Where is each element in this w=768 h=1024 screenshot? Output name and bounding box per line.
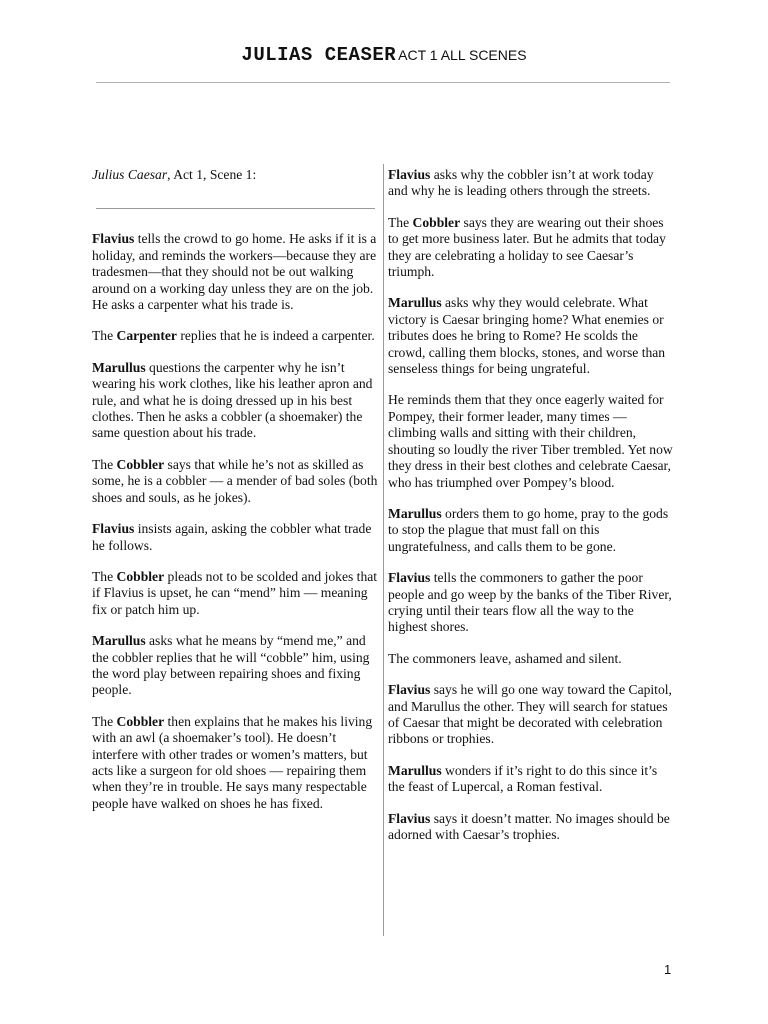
- left-column: [92, 167, 380, 827]
- paragraph-text: orders them to go home, pray to the gods to stop the plague that must fall on this ungratefulness, and calls them to be gone.: [388, 505, 669, 554]
- column-divider: [383, 164, 384, 936]
- speaker-name: Flavius: [388, 682, 431, 698]
- paragraph-text: says that while he’s not as skilled as some, he is a cobbler — a mender of bad soles (both shoes and souls, as he jokes).: [92, 456, 378, 505]
- paragraph-text: insists again, asking the cobbler what trade he follows.: [92, 521, 372, 553]
- paragraph-text: asks why the cobbler isn’t at work today and why he is leading others through the streets.: [388, 167, 654, 199]
- paragraph-text: asks what he means by “mend me,” and the cobbler replies that he will “cobble” him, using the word play between repairing shoes and fixing people.: [92, 633, 370, 698]
- paragraph-text: The commoners leave, ashamed and silent.: [388, 650, 622, 666]
- speaker-name: Marullus: [388, 295, 442, 311]
- scene-heading-play-title: Julius Caesar: [92, 167, 168, 182]
- paragraph-text: tells the crowd to go home. He asks if it is a holiday, and reminds the workers—because they are tradesmen—that they should not be out walking around on a working day unless they are on the job. He asks a carpenter what his trade is.: [92, 231, 377, 313]
- paragraph: [92, 569, 380, 618]
- paragraph: [388, 392, 676, 490]
- paragraph-text: says they are wearing out their shoes to get more business later. But he admits that today they are celebrating a holiday to see Caesar’s triumph.: [388, 214, 666, 280]
- speaker-name: Cobbler: [116, 568, 165, 584]
- paragraph: [92, 633, 380, 699]
- paragraph-text: questions the carpenter why he isn’t wearing his work clothes, like his leather apron and rule, and what he is doing dressed up in his best clothes. Then he asks a cobbler (a shoemaker) the same question about his trade.: [92, 359, 373, 441]
- speaker-name: Flavius: [388, 167, 431, 182]
- paragraph-text: wonders if it’s right to do this since it’s the feast of Lupercal, a Roman festival.: [388, 762, 658, 795]
- speaker-name: Flavius: [92, 231, 135, 247]
- paragraph: [92, 231, 380, 313]
- paragraph: [388, 570, 676, 636]
- speaker-name: Marullus: [388, 505, 442, 521]
- paragraph-lead: The: [388, 214, 413, 230]
- page-header: [0, 44, 768, 66]
- speaker-name: Cobbler: [116, 456, 165, 472]
- paragraph-text: tells the commoners to gather the poor people and go weep by the banks of the Tiber River, crying until their tears flow all the way to the highest shores.: [388, 570, 672, 635]
- speaker-name: Carpenter: [116, 328, 177, 344]
- paragraph: [388, 763, 676, 796]
- paragraph: [388, 167, 676, 200]
- paragraph-text: replies that he is indeed a carpenter.: [176, 328, 375, 344]
- speaker-name: Cobbler: [412, 214, 461, 230]
- speaker-name: Marullus: [388, 762, 442, 778]
- paragraph: [92, 714, 380, 812]
- speaker-name: Flavius: [388, 570, 431, 586]
- paragraph: [92, 328, 380, 344]
- paragraph: [388, 811, 676, 844]
- paragraph-text: asks why they would celebrate. What victory is Caesar bringing home? What enemies or tributes does he bring to Rome? He scolds the crowd, calling them blocks, stones, and worse than senseless things for being ungrateful.: [388, 295, 666, 377]
- right-column: [388, 167, 676, 858]
- document-title: JULIAS CEASER: [241, 44, 397, 66]
- paragraph-lead: The: [92, 328, 117, 344]
- paragraph-text: says he will go one way toward the Capitol, and Marullus the other. They will search for statues of Caesar that might be decorated with celebration ribbons or trophies.: [388, 682, 672, 747]
- left-paragraphs: [92, 231, 380, 812]
- paragraph-lead: The: [92, 456, 117, 472]
- paragraph-text: says it doesn’t matter. No images should be adorned with Caesar’s trophies.: [388, 810, 670, 842]
- paragraph: [388, 506, 676, 555]
- paragraph-text: He reminds them that they once eagerly waited for Pompey, their former leader, many times — climbing walls and sitting with their children, shouting so loudly the river Tiber trembled. Yet now they dress in their best clothes and celebrate Caesar, who has triumphed over Pompey’s blood.: [388, 392, 673, 490]
- paragraph-text: pleads not to be scolded and jokes that if Flavius is upset, he can “mend” him — meaning fix or patch him up.: [92, 568, 378, 617]
- header-divider: [96, 82, 670, 83]
- speaker-name: Cobbler: [116, 713, 165, 729]
- paragraph: [92, 457, 380, 506]
- paragraph: [92, 360, 380, 442]
- speaker-name: Flavius: [388, 810, 431, 826]
- document-subtitle: ACT 1 ALL SCENES: [398, 47, 527, 63]
- paragraph: [388, 215, 676, 281]
- paragraph: [92, 521, 380, 554]
- paragraph: [388, 651, 676, 667]
- scene-heading-rule: [96, 208, 375, 209]
- speaker-name: Marullus: [92, 633, 146, 649]
- speaker-name: Flavius: [92, 521, 135, 537]
- right-paragraphs: [388, 167, 676, 843]
- paragraph-lead: The: [92, 568, 117, 584]
- scene-heading: [92, 167, 380, 183]
- paragraph-text: then explains that he makes his living with an awl (a shoemaker’s tool). He doesn’t interfere with other trades or women’s matters, but acts like a surgeon for old shoes — repairing them when they’re in trouble. He says many respectable people have walked on shoes he has fixed.: [92, 713, 373, 811]
- paragraph-lead: The: [92, 713, 117, 729]
- speaker-name: Marullus: [92, 359, 146, 375]
- paragraph: [388, 295, 676, 377]
- scene-heading-rest: , Act 1, Scene 1:: [167, 167, 257, 182]
- paragraph: [388, 682, 676, 748]
- page-number: 1: [664, 962, 672, 977]
